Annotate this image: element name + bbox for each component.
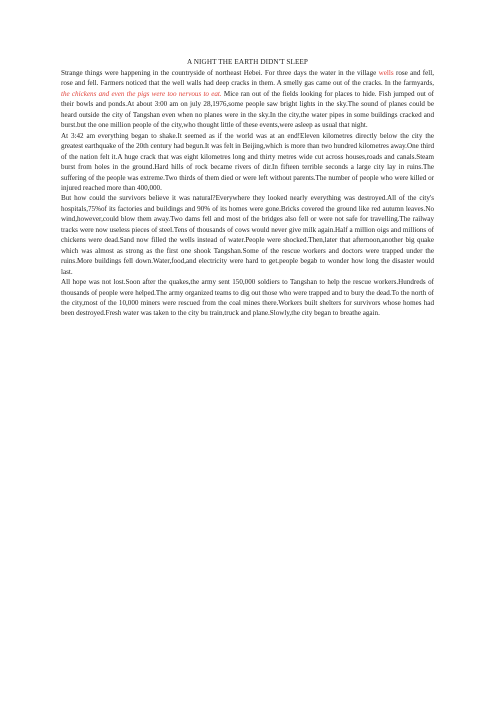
highlighted-phrase: the chickens and even the pigs were too nervous to eat.: [61, 89, 222, 98]
highlighted-word-wells: wells: [378, 69, 394, 77]
paragraph-text: At 3:42 am everything began to shake.It seemed as if the world was at an end!Eleven kilometres directly below the city the greatest earthquake of the 20th century had begun.It was felt in Beijing,which is more than two hundred kilometres away.One third of the nation felt it.A huge crack that was eight kilometres long and thirty metres wide cut across houses,roads and canals.Steam burst from holes in the ground.Hard hills of rock became rivers of dir.In fifteen terrible seconds a large city lay in ruins.The suffering of the people was extreme.Two thirds of them died or were left without parents.The number of people who were killed or injured reached more than 400,000.: [61, 131, 434, 192]
paragraph-3: [61, 193, 434, 277]
paragraph-text: rose and fell, rose and fell. Farmers noticed that the well walls had deep cracks in them. A smelly gas came out of the cracks. In the farmyards,: [61, 69, 434, 88]
document-title: A NIGHT THE EARTH DIDN'T SLEEP: [186, 58, 309, 66]
paragraph-text: Strange things were happening in the countryside of northeast Hebei. For three days the water in the village: [61, 69, 379, 77]
document-page: [61, 57, 434, 319]
paragraph-text: But how could the survivors believe it was natural?Everywhere they looked nearly everything was destroyed.All of the city's hospitals,75%of its factories and buildings and 90% of its homes were gone.Bricks covered the ground like red autumn leaves.No wind,however,could blow them away.Two dams fell and most of the bridges also fell or were not safe for travelling.The railway tracks were now useless pieces of steel.Tens of thousands of cows would never give milk again.Half a million oigs and millions of chickens were dead.Sand now filled the wells instead of water.People were shocked.Then,later that afternoon,another big quake which was almost as strong as the first one shook Tangshan.Some of the rescue workers and doctors were trapped under the ruins.More buildings fell down.Water,food,and electricity were hard to get.people begab to wonder how long the disaster would last.: [61, 194, 434, 276]
paragraph-2: [61, 131, 434, 194]
paragraph-text: All hope was not lost.Soon after the quakes,the army sent 150,000 soldiers to Tangshan to help the rescue workers.Hundreds of thousands of people were helped.The army organized teams to dig out those who were trapped and to bury the dead.To the north of the city,most of the 10,000 miners were rescued from the coal mines there.Workers built shelters for survivors whose homes had been destroyed.Fresh water was taken to the city bu train,truck and plane.Slowly,the city began to breathe again.: [61, 278, 434, 318]
paragraph-text: Mice ran out of the fields looking for places to hide. Fish jumped out of their bowls and ponds.At about 3:00 am on july 28,1976,some people saw bright lights in the sky.The sound of planes could be heard outside the city of Tangshan even when no planes were in the sky.In the city,the water pipes in some buildings cracked and burst.but the one million people of the city,who thought little of these events,were asleep as usual that night.: [61, 89, 434, 130]
paragraph-1: [61, 68, 434, 131]
paragraph-4: [61, 277, 434, 319]
